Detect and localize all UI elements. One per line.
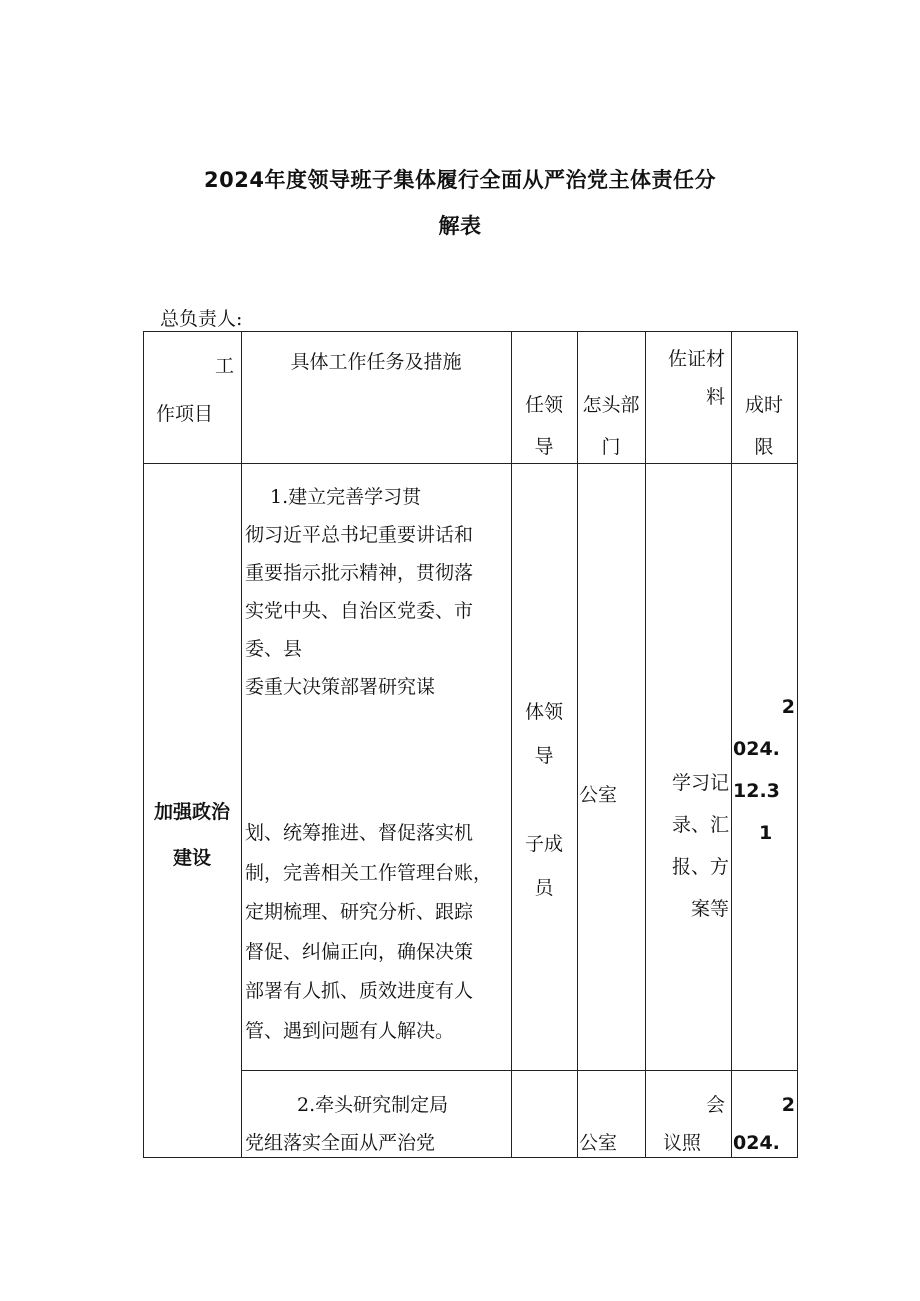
task-1-deadline-line: 12.3 bbox=[733, 780, 780, 802]
header-work-project bbox=[150, 342, 234, 438]
document-title-line-1: 2024年度领导班子集体履行全面从严治党主体责任分 bbox=[204, 168, 716, 192]
task-1-line: 定期梳理、研究分析、跟踪 bbox=[245, 901, 474, 923]
task-2-line: 2.牵头研究制定局 bbox=[297, 1094, 449, 1116]
responsible-person-label: 总负责人: bbox=[160, 308, 243, 330]
header-leader-line2: 导 bbox=[534, 436, 554, 458]
task-1-department bbox=[579, 776, 645, 814]
task-2-text bbox=[245, 1086, 509, 1162]
task-2-deadline bbox=[733, 1086, 795, 1162]
header-work-project-line1: 工 bbox=[214, 355, 234, 377]
header-leader bbox=[511, 384, 577, 468]
table-col-line bbox=[241, 331, 242, 1158]
section-name-line2: 建设 bbox=[172, 847, 211, 869]
task-1-department-text: 公室 bbox=[579, 784, 618, 806]
task-1-leader-line: 员 bbox=[534, 877, 554, 899]
task-1-line: 划、统筹推进、督促落实机 bbox=[245, 822, 474, 844]
task-2-evidence-line: 议照 bbox=[663, 1132, 702, 1154]
task-1-line: 委、县 bbox=[245, 638, 303, 660]
task-1-deadline-line: 1 bbox=[759, 822, 773, 844]
header-deadline-line1: 成时 bbox=[744, 394, 783, 416]
task-2-evidence bbox=[645, 1086, 725, 1162]
task-1-line: 部署有人抓、质效进度有人 bbox=[245, 980, 474, 1002]
task-1-text-bottom bbox=[245, 814, 509, 1051]
table-col-line bbox=[797, 331, 798, 1158]
task-1-line: 重要指示批示精神，贯彻落 bbox=[245, 562, 474, 584]
table-col-line bbox=[143, 331, 144, 1158]
header-evidence-line2: 料 bbox=[705, 386, 725, 408]
header-evidence-line1: 佐证材 bbox=[667, 348, 725, 370]
task-1-leader-line: 子成 bbox=[524, 833, 563, 855]
task-1-evidence bbox=[645, 762, 729, 930]
task-1-leader-line: 导 bbox=[534, 745, 554, 767]
task-2-department bbox=[579, 1124, 645, 1162]
task-1-text-top bbox=[245, 478, 509, 706]
task-1-deadline-line: 2 bbox=[781, 696, 795, 718]
section-name bbox=[143, 789, 241, 881]
task-1-deadline-line: 024. bbox=[733, 738, 780, 760]
section-name-line1: 加强政治 bbox=[153, 801, 230, 823]
table-col-line bbox=[645, 331, 646, 1158]
task-2-department-text: 公室 bbox=[579, 1132, 618, 1154]
task-1-line: 委重大决策部署研究谋 bbox=[245, 676, 436, 698]
document-title-line-2: 解表 bbox=[438, 214, 482, 238]
task-1-deadline bbox=[733, 686, 795, 854]
header-tasks bbox=[241, 343, 511, 381]
header-deadline bbox=[731, 384, 797, 468]
header-leader-line1: 任领 bbox=[524, 394, 563, 416]
task-1-evidence-line: 学习记 bbox=[671, 772, 729, 794]
header-work-project-line2: 作项目 bbox=[156, 403, 214, 425]
header-department bbox=[577, 384, 645, 468]
table-row-divider bbox=[241, 1070, 797, 1071]
task-2-deadline-line: 2 bbox=[781, 1094, 795, 1116]
task-1-line: 实党中央、自治区党委、市 bbox=[245, 600, 474, 622]
header-deadline-line2: 限 bbox=[754, 436, 774, 458]
task-1-line: 制，完善相关工作管理台账， bbox=[245, 861, 493, 884]
task-1-evidence-line: 案等 bbox=[690, 898, 729, 920]
task-1-leader-line: 体领 bbox=[524, 701, 563, 723]
task-2-deadline-line: 024. bbox=[733, 1132, 780, 1154]
task-1-leader-line bbox=[511, 778, 577, 822]
task-2-evidence-line: 会 bbox=[705, 1094, 725, 1116]
task-1-leader bbox=[511, 690, 577, 910]
header-tasks-text: 具体工作任务及措施 bbox=[290, 351, 462, 373]
task-1-line: 督促、纠偏正向，确保决策 bbox=[245, 940, 474, 963]
task-2-line: 党组落实全面从严治党 bbox=[245, 1132, 436, 1154]
task-1-evidence-line: 报、方 bbox=[671, 856, 729, 878]
header-department-line1: 怎头部 bbox=[582, 394, 640, 416]
task-1-line: 彻习近平总书圮重要讲话和 bbox=[245, 524, 474, 546]
task-1-line: 1.建立完善学习贯 bbox=[270, 486, 422, 508]
task-1-evidence-line: 录、汇 bbox=[671, 814, 729, 836]
task-1-line: 管、遇到问题有人解决。 bbox=[245, 1019, 455, 1042]
header-evidence bbox=[645, 340, 725, 416]
header-department-line2: 门 bbox=[601, 436, 621, 458]
